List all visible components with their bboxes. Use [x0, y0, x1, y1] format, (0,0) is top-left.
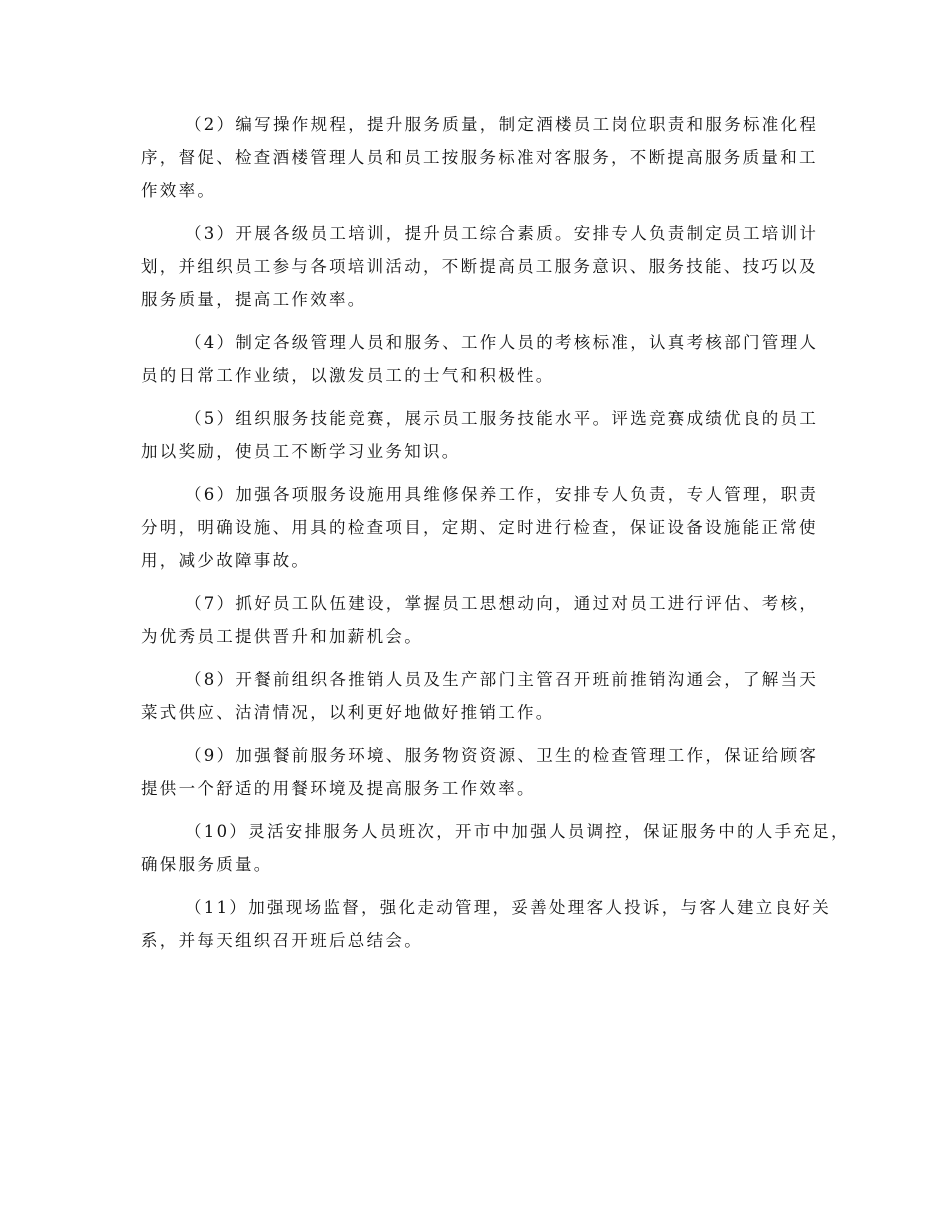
text-line: （3）开展各级员工培训，提升员工综合素质。安排专人负责制定员工培训计: [185, 224, 819, 243]
text-line: 加以奖励，使员工不断学习业务知识。: [141, 442, 461, 461]
text-line: 序，督促、检查酒楼管理人员和员工按服务标准对客服务，不断提高服务质量和工: [141, 148, 818, 167]
text-line: 系，并每天组织召开班后总结会。: [141, 931, 423, 950]
text-line: 确保服务质量。: [141, 855, 273, 874]
document-body: [141, 108, 850, 967]
paragraph-6: [141, 478, 819, 577]
paragraph-2: [141, 108, 819, 207]
text-line: （6）加强各项服务设施用具维修保养工作，安排专人负责，专人管理，职责: [185, 485, 819, 504]
text-line: 作效率。: [141, 181, 217, 200]
text-line: 为优秀员工提供晋升和加薪机会。: [141, 627, 423, 646]
paragraph-11: [141, 891, 831, 957]
text-line: （10）灵活安排服务人员班次，开市中加强人员调控，保证服务中的人手充足，: [185, 822, 850, 841]
text-line: 服务质量，提高工作效率。: [141, 290, 367, 309]
paragraph-8: [141, 663, 819, 729]
paragraph-9: [141, 739, 819, 805]
text-line: （2）编写操作规程，提升服务质量，制定酒楼员工岗位职责和服务标准化程: [185, 115, 819, 134]
text-line: 划，并组织员工参与各项培训活动，不断提高员工服务意识、服务技能、技巧以及: [141, 257, 818, 276]
paragraph-3: [141, 217, 819, 316]
paragraph-10: [141, 815, 850, 881]
paragraph-4: [141, 326, 819, 392]
text-line: （11）加强现场监督，强化走动管理，妥善处理客人投诉，与客人建立良好关: [185, 898, 831, 917]
text-line: 分明，明确设施、用具的检查项目，定期、定时进行检查，保证设备设施能正常使: [141, 518, 818, 537]
paragraph-5: [141, 402, 819, 468]
text-line: （8）开餐前组织各推销人员及生产部门主管召开班前推销沟通会，了解当天: [185, 670, 819, 689]
text-line: 员的日常工作业绩，以激发员工的士气和积极性。: [141, 366, 555, 385]
text-line: 提供一个舒适的用餐环境及提高服务工作效率。: [141, 779, 536, 798]
paragraph-7: [141, 587, 819, 653]
text-line: （5）组织服务技能竞赛，展示员工服务技能水平。评选竞赛成绩优良的员工: [185, 409, 819, 428]
text-line: 用，减少故障事故。: [141, 551, 311, 570]
text-line: （7）抓好员工队伍建设，掌握员工思想动向，通过对员工进行评估、考核，: [185, 594, 819, 613]
text-line: （9）加强餐前服务环境、服务物资资源、卫生的检查管理工作，保证给顾客: [185, 746, 819, 765]
text-line: （4）制定各级管理人员和服务、工作人员的考核标准，认真考核部门管理人: [185, 333, 819, 352]
text-line: 菜式供应、沽清情况，以利更好地做好推销工作。: [141, 703, 555, 722]
